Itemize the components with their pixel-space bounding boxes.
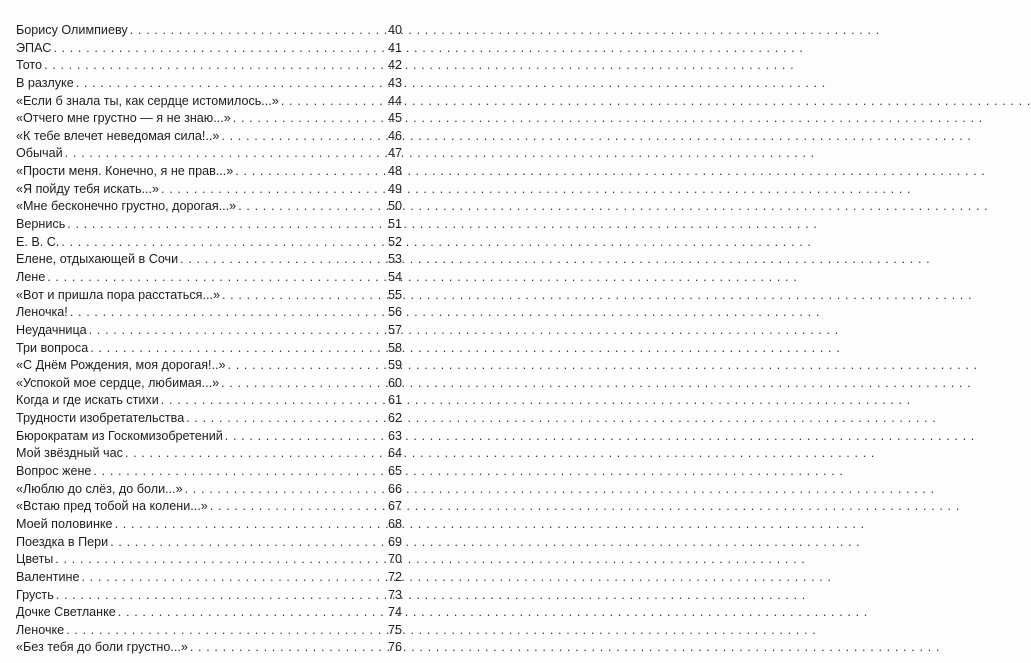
toc-entry	[16, 392, 402, 410]
dot-leader	[44, 57, 383, 75]
dot-leader	[125, 445, 383, 463]
toc-entry	[16, 269, 402, 287]
dot-leader	[67, 216, 383, 234]
dot-leader	[56, 587, 383, 605]
toc-entry-page-number: 69	[387, 534, 402, 549]
toc-entry-page-number: 72	[387, 569, 402, 584]
toc-entry-title: Поездка в Пери	[16, 534, 109, 549]
toc-entry	[16, 251, 402, 269]
toc-entry-title: Вопрос жене	[16, 464, 92, 479]
toc-entry-page-number: 55	[387, 287, 402, 302]
toc-entry-title: «Прости меня. Конечно, я не прав...»	[16, 164, 234, 179]
dot-leader	[90, 340, 383, 358]
toc-entry-page-number: 45	[387, 111, 402, 126]
dot-leader	[61, 234, 383, 252]
dot-leader	[89, 322, 383, 340]
toc-entry-title: Бюрократам из Госкомизобретений	[16, 428, 223, 443]
toc-entry	[16, 322, 402, 340]
toc-entry-page-number: 42	[387, 58, 402, 73]
dot-leader	[66, 622, 383, 640]
dot-leader	[210, 498, 383, 516]
toc-entry-title: Вернись	[16, 217, 66, 232]
toc-entry	[16, 57, 402, 75]
toc-entry-title: В разлуке	[16, 75, 74, 90]
toc-entry	[16, 587, 402, 605]
toc-entry	[16, 128, 402, 146]
toc-entry-page-number: 57	[387, 322, 402, 337]
toc-entry-page-number: 41	[387, 40, 402, 55]
toc-entry-title: Тото	[16, 58, 43, 73]
toc-entry-page-number: 67	[387, 499, 402, 514]
toc-entry-page-number: 46	[387, 128, 402, 143]
dot-leader	[118, 604, 383, 622]
toc-entry	[16, 304, 402, 322]
toc-entry-title: «Мне бесконечно грустно, дорогая...»	[16, 199, 237, 214]
toc-entry	[16, 75, 402, 93]
toc-entry-title: Неудачница	[16, 322, 87, 337]
dot-leader	[65, 145, 383, 163]
dot-leader	[222, 287, 383, 305]
toc-entry	[16, 428, 402, 446]
toc-entry	[16, 463, 402, 481]
toc-entry-page-number: 51	[387, 217, 402, 232]
toc-entry-page-number: 61	[387, 393, 402, 408]
toc-entry-page-number: 43	[387, 75, 402, 90]
book-page	[0, 0, 416, 663]
toc-entry-page-number: 53	[387, 252, 402, 267]
dot-leader	[76, 75, 383, 93]
toc-entry-page-number: 65	[387, 464, 402, 479]
toc-entry-title: Е. В. С.	[16, 234, 60, 249]
dot-leader	[221, 128, 383, 146]
dot-leader	[235, 163, 383, 181]
toc-entry-title: Мой звёздный час	[16, 446, 123, 461]
toc-entry-page-number: 50	[387, 199, 402, 214]
toc-entry-page-number: 74	[387, 605, 402, 620]
toc-entry-page-number: 40	[387, 23, 402, 37]
toc-entry	[16, 40, 402, 58]
toc-entry-title: «Встаю пред тобой на колени...»	[16, 499, 208, 514]
toc-entry-title: «Отчего мне грустно — я не знаю...»	[16, 111, 231, 126]
dot-leader	[161, 392, 383, 410]
toc-entry-page-number: 56	[387, 305, 402, 320]
toc-entry	[16, 498, 402, 516]
toc-entry-page-number: 63	[387, 428, 402, 443]
toc-entry-title: «Без тебя до боли грустно...»	[16, 640, 188, 655]
toc-entry-page-number: 70	[387, 552, 402, 567]
toc-entry	[16, 198, 402, 216]
dot-leader	[185, 481, 383, 499]
dot-leader	[93, 463, 383, 481]
toc-entry	[16, 639, 402, 657]
toc-entry-title: «Я пойду тебя искать...»	[16, 181, 160, 196]
toc-entry	[16, 110, 402, 128]
dot-leader	[190, 639, 383, 657]
toc-entry-page-number: 73	[387, 587, 402, 602]
toc-entry-page-number: 62	[387, 411, 402, 426]
toc-entry-title: «К тебе влечет неведомая сила!..»	[16, 128, 220, 143]
toc-entry	[16, 145, 402, 163]
toc-entry-page-number: 68	[387, 516, 402, 531]
toc-entry-title: Обычай	[16, 146, 63, 161]
toc-entry-page-number: 59	[387, 358, 402, 373]
toc-entry	[16, 445, 402, 463]
dot-leader	[53, 40, 383, 58]
toc-entry-title: «Если б знала ты, как сердце истомилось...»	[16, 93, 279, 108]
dot-leader	[161, 181, 383, 199]
toc-entry-title: «С Днём Рождения, моя дорогая!..»	[16, 358, 226, 373]
toc-entry	[16, 93, 402, 111]
toc-entry-title: ЭПАС	[16, 40, 52, 55]
toc-entry-title: Елене, отдыхающей в Сочи	[16, 252, 179, 267]
toc-entry-title: Леночка!	[16, 305, 68, 320]
toc-entry-title: Грусть	[16, 587, 54, 602]
toc-entry-title: «Вот и пришла пора расстаться...»	[16, 287, 220, 302]
toc-entry-page-number: 75	[387, 622, 402, 637]
toc-entry-page-number: 66	[387, 481, 402, 496]
toc-entry	[16, 481, 402, 499]
toc-entry	[16, 622, 402, 640]
toc-entry	[16, 357, 402, 375]
toc-entry-page-number: 47	[387, 146, 402, 161]
dot-leader	[130, 22, 383, 40]
dot-leader	[228, 357, 383, 375]
toc-entry-title: Лене	[16, 269, 46, 284]
dot-leader	[233, 110, 383, 128]
toc-entry-page-number: 64	[387, 446, 402, 461]
toc-entry-title: Леночке	[16, 622, 65, 637]
toc-entry-title: Три вопроса	[16, 340, 89, 355]
toc-entry	[16, 534, 402, 552]
dot-leader	[70, 304, 383, 322]
toc-entry-page-number: 44	[387, 93, 402, 108]
toc-entry	[16, 516, 402, 534]
toc-entry-title: Валентине	[16, 569, 80, 584]
dot-leader	[186, 410, 383, 428]
toc-entry	[16, 410, 402, 428]
toc-entry	[16, 22, 402, 40]
dot-leader	[81, 569, 383, 587]
toc-entry	[16, 234, 402, 252]
table-of-contents	[16, 22, 402, 657]
toc-entry	[16, 569, 402, 587]
dot-leader	[281, 93, 383, 111]
toc-entry-page-number: 49	[387, 181, 402, 196]
toc-entry-title: Когда и где искать стихи	[16, 393, 159, 408]
toc-entry	[16, 375, 402, 393]
toc-entry	[16, 551, 402, 569]
dot-leader	[180, 251, 383, 269]
toc-entry	[16, 340, 402, 358]
dot-leader	[225, 428, 383, 446]
toc-entry-title: Дочке Светланке	[16, 605, 116, 620]
toc-entry	[16, 181, 402, 199]
dot-leader	[47, 269, 383, 287]
toc-entry-title: «Люблю до слёз, до боли...»	[16, 481, 183, 496]
toc-entry-page-number: 58	[387, 340, 402, 355]
toc-entry-title: Трудности изобретательства	[16, 411, 185, 426]
toc-entry-title: «Успокой мое сердце, любимая...»	[16, 375, 220, 390]
toc-entry-page-number: 52	[387, 234, 402, 249]
dot-leader	[221, 375, 383, 393]
toc-entry-page-number: 54	[387, 269, 402, 284]
toc-entry	[16, 163, 402, 181]
toc-entry	[16, 216, 402, 234]
dot-leader	[238, 198, 383, 216]
toc-entry-title: Моей половинке	[16, 516, 113, 531]
toc-entry-page-number: 60	[387, 375, 402, 390]
toc-entry-title: Борису Олимпиеву	[16, 23, 128, 37]
toc-entry-page-number: 76	[387, 640, 402, 655]
toc-entry-page-number: 48	[387, 164, 402, 179]
dot-leader	[115, 516, 383, 534]
toc-entry-title: Цветы	[16, 552, 54, 567]
dot-leader	[110, 534, 383, 552]
dot-leader	[55, 551, 383, 569]
toc-entry	[16, 604, 402, 622]
toc-entry	[16, 287, 402, 305]
